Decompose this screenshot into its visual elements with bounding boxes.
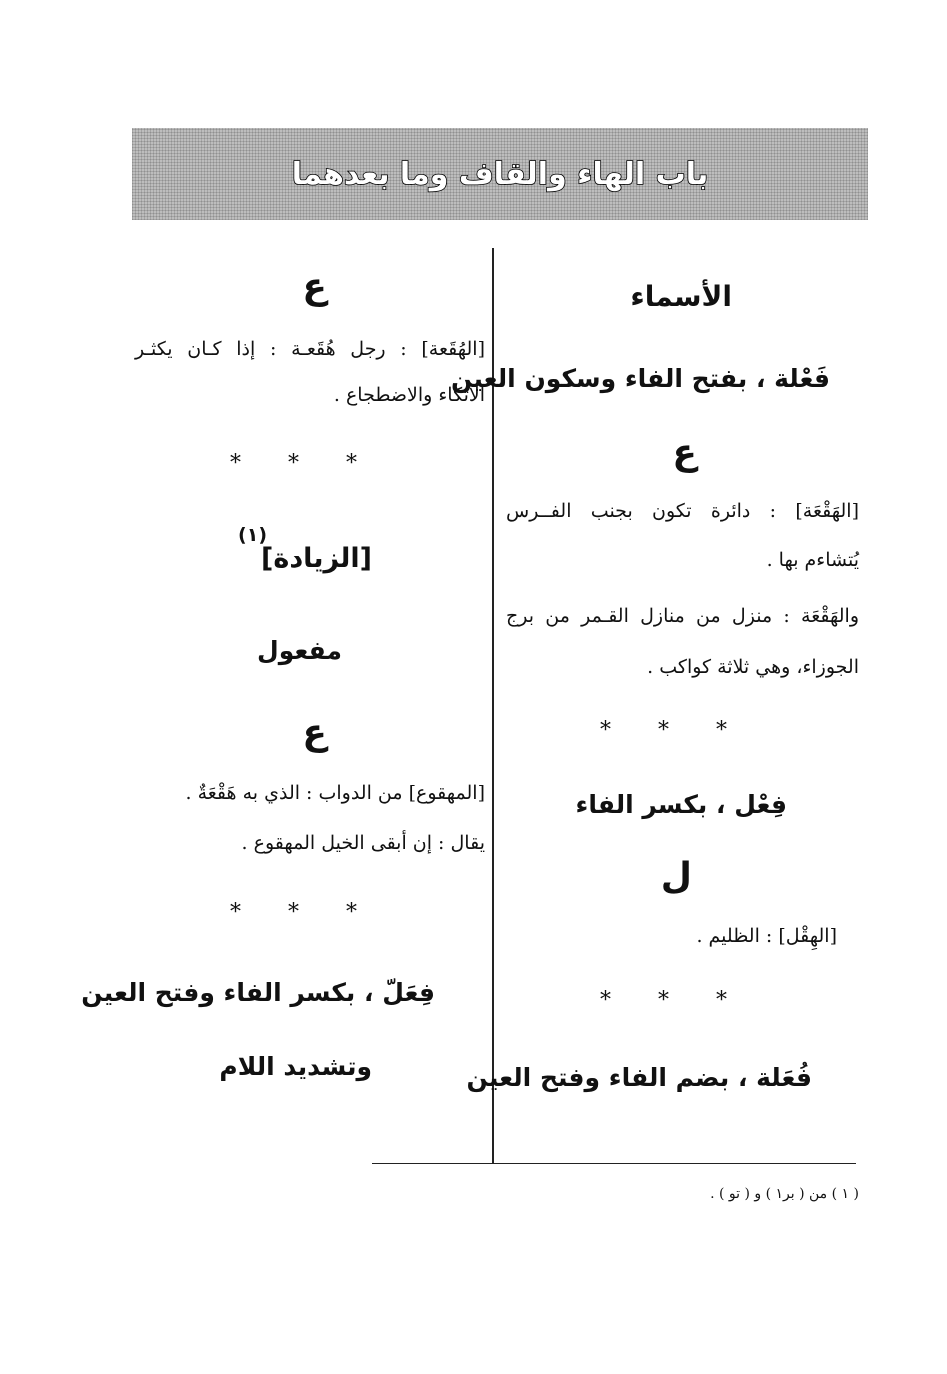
right-pattern-2: فِعْل ، بكسر الفاء [575, 790, 787, 819]
footnote-separator [372, 1163, 856, 1164]
footnote-text: ( ١ ) من ( بر١ ) و ( تو ) . [710, 1186, 859, 1202]
chapter-title-banner [132, 128, 868, 220]
left-separator-2: * * * [230, 900, 377, 925]
left-pattern-2-line-1: فِعَلّ ، بكسر الفاء وفتح العين [81, 978, 435, 1007]
right-entry-2-line-1: والهَقْعَة : منزل من منازل القـمر من برج [506, 605, 859, 627]
left-separator-1: * * * [230, 451, 377, 476]
left-entry-2-line-1: [المهقوع] من الدواب : الذي به هَقْعَةٌ . [185, 782, 485, 804]
right-letter-2: ل [660, 856, 692, 897]
left-pattern-1: مفعول [257, 636, 342, 665]
chapter-title: باب الهاء والقاف وما بعدهما [291, 156, 709, 192]
right-entry-3: [الهِقْل] : الظليم . [696, 925, 837, 947]
right-separator-2: * * * [600, 988, 747, 1013]
left-entry-1-line-1: [الهُقَعة] : رجل هُقَعـة : إذا كـان يكثـر [135, 338, 485, 360]
right-pattern-1: فَعْلة ، بفتح الفاء وسكون العين [450, 364, 830, 393]
left-section-heading: [الزيادة] [261, 543, 372, 574]
left-entry-2-line-2: يقال : إن أبقى الخيل المهقوع . [241, 832, 485, 854]
right-entry-1-line-1: [الهَقْعَة] : دائرة تكون بجنب الفــرس [506, 500, 859, 522]
right-letter-1: ع [672, 432, 697, 473]
right-entry-1-line-2: يُتشاءم بها . [766, 549, 859, 571]
right-entry-2-line-2: الجوزاء، وهي ثلاثة كواكب . [647, 656, 859, 678]
right-pattern-3: فُعَلة ، بضم الفاء وفتح العين [466, 1063, 812, 1092]
left-pattern-2-line-2: وتشديد اللام [219, 1052, 372, 1081]
right-separator-1: * * * [600, 718, 747, 743]
left-letter-1: ع [302, 266, 327, 307]
right-section-heading: الأسماء [630, 280, 732, 313]
footnote-reference: (١) [238, 524, 267, 546]
left-letter-2: ع [302, 712, 327, 753]
left-entry-1-line-2: الاتكاء والاضطجاع . [333, 384, 485, 406]
